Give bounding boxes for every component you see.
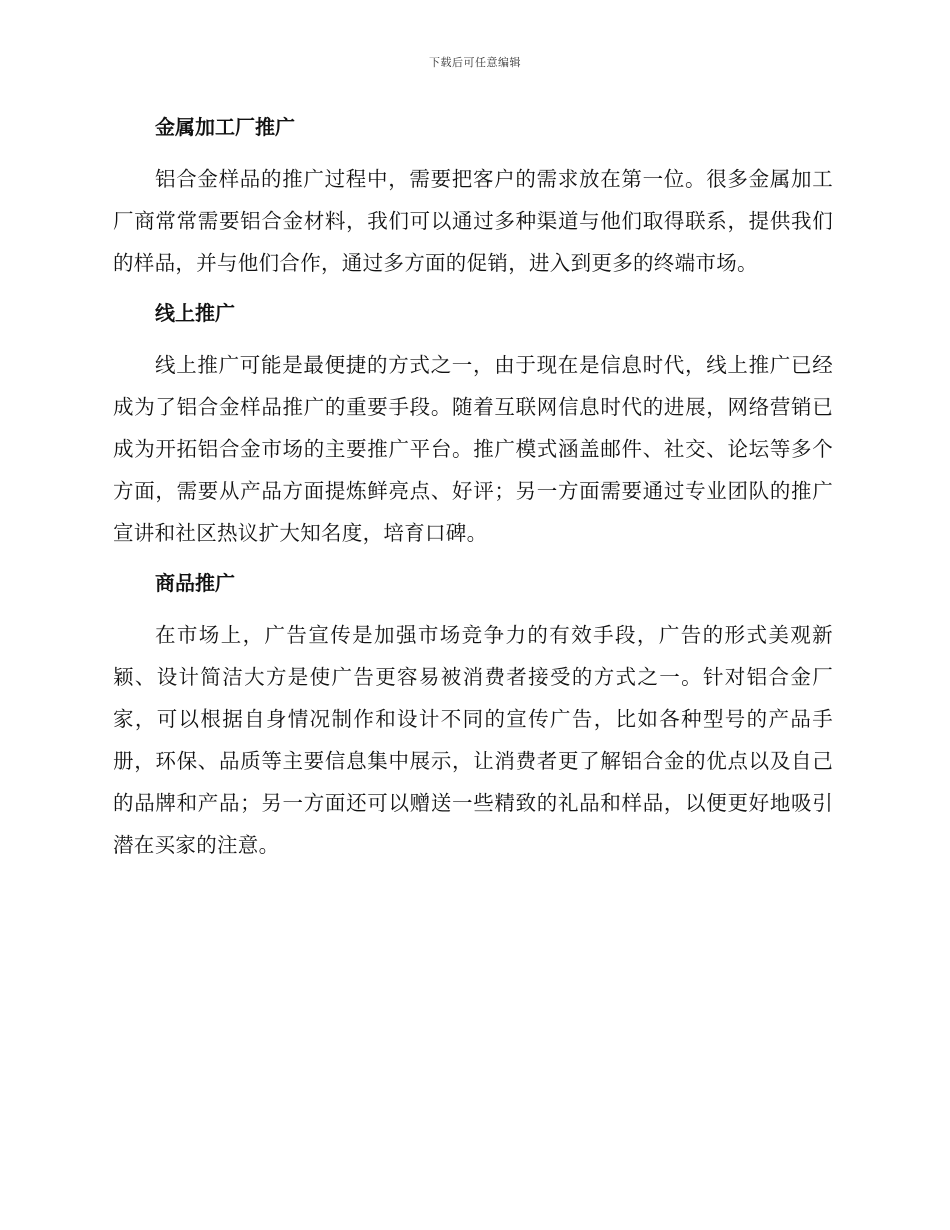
section-paragraph: 铝合金样品的推广过程中，需要把客户的需求放在第一位。很多金属加工厂商常常需要铝合金材料，我们可以通过多种渠道与他们取得联系，提供我们的样品，并与他们合作，通过多方面的促销，进入到更多的终端市场。: [113, 167, 833, 275]
section-heading: 线上推广: [155, 301, 235, 325]
section-heading: 金属加工厂推广: [155, 115, 295, 139]
section-metal-factory: [113, 108, 833, 284]
document-body: [113, 108, 833, 876]
section-product: [113, 564, 833, 866]
section-online: [113, 294, 833, 554]
page-header: 下载后可任意编辑: [429, 56, 521, 69]
section-paragraph: 在市场上，广告宣传是加强市场竞争力的有效手段，广告的形式美观新颖、设计简洁大方是使广告更容易被消费者接受的方式之一。针对铝合金厂家，可以根据自身情况制作和设计不同的宣传广告，比如各种型号的产品手册，环保、品质等主要信息集中展示，让消费者更了解铝合金的优点以及自己的品牌和产品；另一方面还可以赠送一些精致的礼品和样品，以便更好地吸引潜在买家的注意。: [113, 623, 833, 857]
section-paragraph: 线上推广可能是最便捷的方式之一，由于现在是信息时代，线上推广已经成为了铝合金样品推广的重要手段。随着互联网信息时代的进展，网络营销已成为开拓铝合金市场的主要推广平台。推广模式涵盖邮件、社交、论坛等多个方面，需要从产品方面提炼鲜亮点、好评；另一方面需要通过专业团队的推广宣讲和社区热议扩大知名度，培育口碑。: [113, 353, 833, 545]
section-heading: 商品推广: [155, 571, 235, 595]
